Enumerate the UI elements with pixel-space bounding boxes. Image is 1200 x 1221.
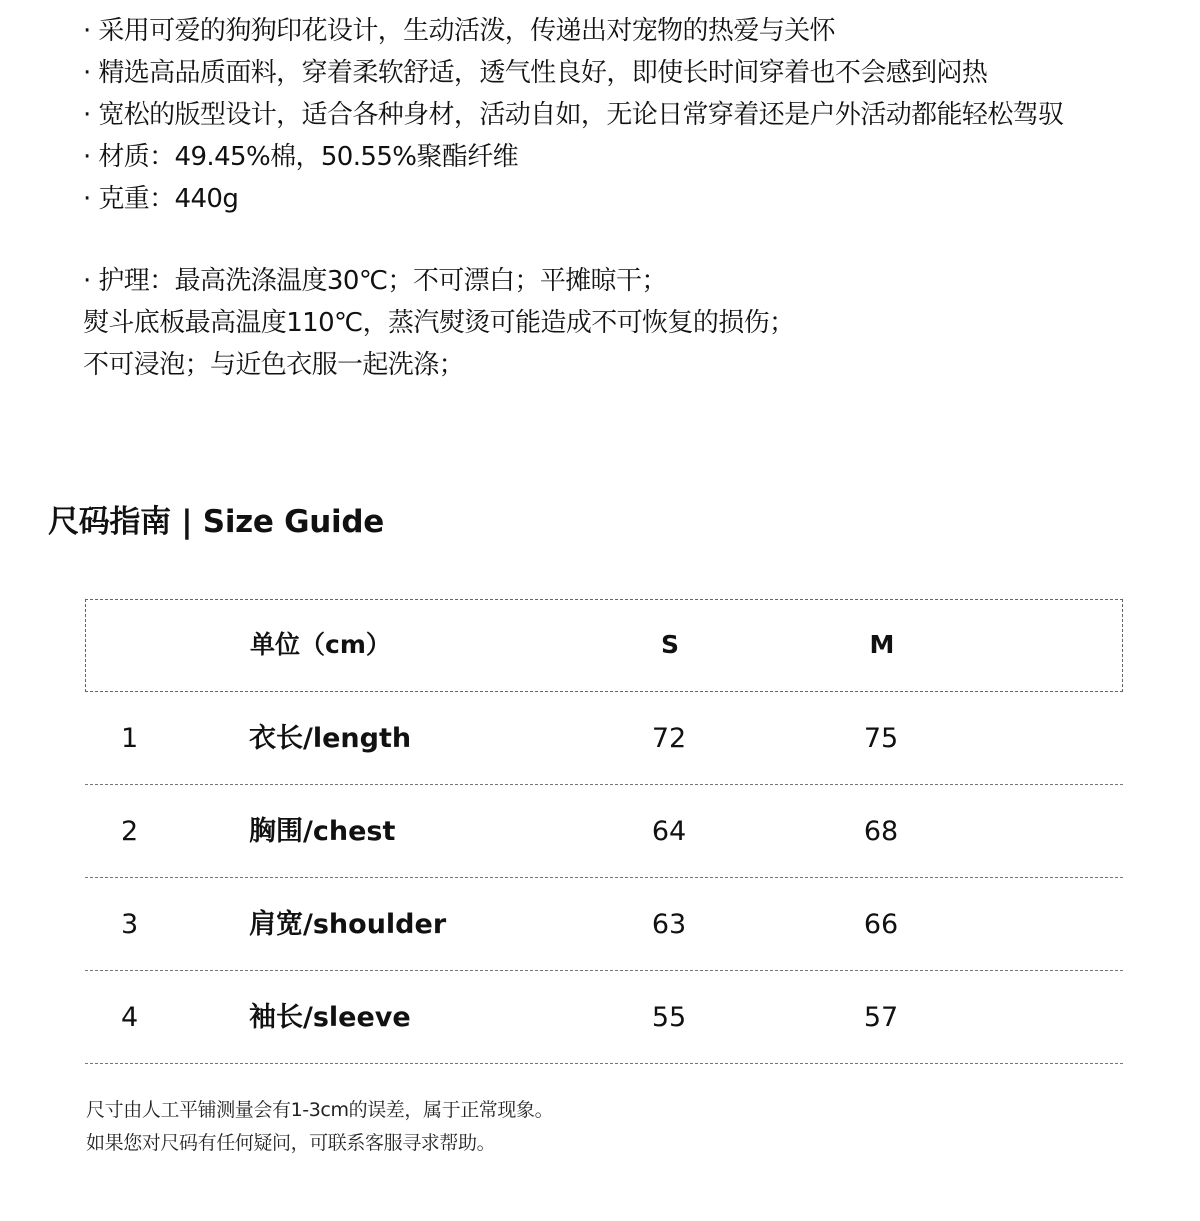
row-index: 1 bbox=[121, 723, 139, 754]
measurement-name: 肩宽/shoulder bbox=[249, 909, 447, 940]
care-washing: 不可浸泡；与近色衣服一起洗涤； bbox=[83, 350, 465, 380]
feature-fit: · 宽松的版型设计，适合各种身材，活动自如，无论日常穿着还是户外活动都能轻松驾驭 bbox=[83, 100, 1064, 130]
size-m-header: M bbox=[869, 630, 895, 659]
unit-header: 单位（cm） bbox=[250, 630, 391, 659]
care-ironing: 熨斗底板最高温度110℃，蒸汽熨烫可能造成不可恢复的损伤； bbox=[83, 308, 795, 338]
table-row bbox=[85, 971, 1123, 1064]
product-description bbox=[83, 10, 1183, 386]
size-notes bbox=[86, 1094, 553, 1160]
size-s-value: 64 bbox=[651, 816, 687, 847]
spacer bbox=[83, 220, 1183, 260]
feature-material: · 材质：49.45%棉，50.55%聚酯纤维 bbox=[83, 142, 519, 172]
size-table bbox=[85, 599, 1123, 1064]
measurement-name: 胸围/chest bbox=[249, 816, 396, 847]
row-index: 2 bbox=[121, 816, 139, 847]
feature-print: · 采用可爱的狗狗印花设计，生动活泼，传递出对宠物的热爱与关怀 bbox=[83, 16, 835, 46]
feature-fabric: · 精选高品质面料，穿着柔软舒适，透气性良好，即使长时间穿着也不会感到闷热 bbox=[83, 58, 988, 88]
measurement-error-note: 尺寸由人工平铺测量会有1-3cm的误差，属于正常现象。 bbox=[86, 1099, 554, 1121]
size-s-value: 63 bbox=[651, 909, 687, 940]
size-s-header: S bbox=[660, 630, 679, 659]
measurement-name: 衣长/length bbox=[249, 723, 412, 754]
size-m-value: 57 bbox=[863, 1002, 899, 1033]
measurement-name: 袖长/sleeve bbox=[249, 1002, 411, 1033]
care-instructions: · 护理：最高洗涤温度30℃；不可漂白；平摊晾干； bbox=[83, 266, 667, 296]
size-m-value: 68 bbox=[863, 816, 899, 847]
size-s-value: 55 bbox=[651, 1002, 687, 1033]
feature-weight: · 克重：440g bbox=[83, 184, 239, 214]
size-s-value: 72 bbox=[651, 723, 687, 754]
table-row bbox=[85, 785, 1123, 878]
size-m-value: 66 bbox=[863, 909, 899, 940]
customer-service-note: 如果您对尺码有任何疑问，可联系客服寻求帮助。 bbox=[86, 1132, 496, 1154]
table-row bbox=[85, 692, 1123, 785]
table-row bbox=[85, 878, 1123, 971]
row-index: 4 bbox=[121, 1002, 139, 1033]
size-m-value: 75 bbox=[863, 723, 899, 754]
size-guide-title: 尺码指南 | Size Guide bbox=[48, 504, 384, 540]
row-index: 3 bbox=[121, 909, 139, 940]
size-table-header bbox=[85, 599, 1123, 692]
